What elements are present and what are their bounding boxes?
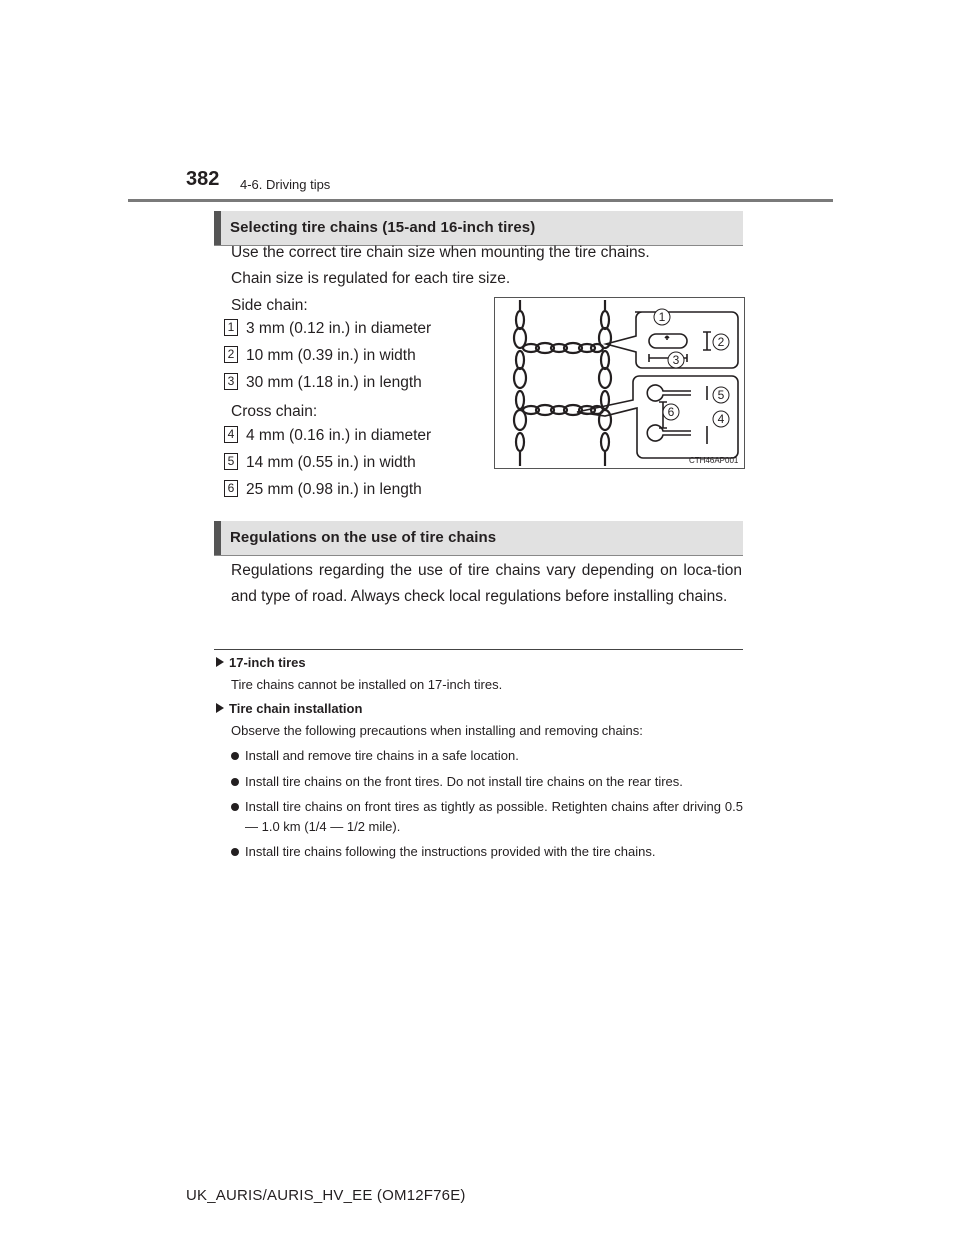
bullet-text: Install tire chains on the front tires. Do not install tire chains on the rear tires. xyxy=(245,774,683,789)
bullet-item xyxy=(231,772,743,792)
spec-item-3 xyxy=(224,374,422,394)
note-heading-text: Tire chain installation xyxy=(229,701,363,716)
section-heading-accent xyxy=(214,521,221,555)
note-text-17-inch: Tire chains cannot be installed on 17-inch tires. xyxy=(231,677,503,692)
tire-chain-illustration xyxy=(494,297,745,469)
bullet-text: Install and remove tire chains in a safe location. xyxy=(245,748,519,763)
spec-text: 25 mm (0.98 in.) in length xyxy=(246,481,422,498)
section-title: 4-6. Driving tips xyxy=(240,177,331,192)
page-number: 382 xyxy=(186,168,220,190)
note-heading-text: 17-inch tires xyxy=(229,655,306,670)
section-heading-label: Selecting tire chains (15-and 16-inch tires) xyxy=(230,219,536,236)
figure-callout-1: 1 xyxy=(658,310,666,324)
bullet-dot-icon xyxy=(231,848,239,856)
bullet-item xyxy=(231,842,743,862)
spec-item-6 xyxy=(224,481,422,501)
figure-callout-4: 4 xyxy=(717,412,725,426)
figure-code: CTH46AP001 xyxy=(689,456,739,465)
callout-number: 6 xyxy=(224,480,238,497)
tire-chain-drawing xyxy=(495,298,744,468)
regulations-paragraph: Regulations regarding the use of tire chains vary depending on loca-tion and type of road. Always check local regulations before installing chains. xyxy=(231,562,742,605)
triangle-bullet-icon xyxy=(216,657,224,667)
spec-text: 30 mm (1.18 in.) in length xyxy=(246,374,422,391)
spec-text: 14 mm (0.55 in.) in width xyxy=(246,454,416,471)
figure-callout-6: 6 xyxy=(667,405,675,419)
spec-item-4 xyxy=(224,427,431,447)
spec-item-5 xyxy=(224,454,416,474)
note-heading-installation xyxy=(216,701,362,716)
callout-number: 1 xyxy=(224,319,238,336)
section-heading-label: Regulations on the use of tire chains xyxy=(230,529,497,546)
bullet-text: Install tire chains on front tires as tightly as possible. Retighten chains after driving 0.5 — 1.0 km (1/4 — 1/2 mile). xyxy=(245,799,743,834)
intro-line-1: Use the correct tire chain size when mounting the tire chains. xyxy=(231,244,650,261)
section-heading-regulations xyxy=(214,521,743,556)
figure-callout-2: 2 xyxy=(717,335,725,349)
figure-callout-3: 3 xyxy=(672,353,680,367)
cross-chain-label: Cross chain: xyxy=(231,403,318,420)
bullet-item xyxy=(231,746,743,766)
note-text-installation: Observe the following precautions when installing and removing chains: xyxy=(231,723,643,738)
bullet-dot-icon xyxy=(231,803,239,811)
intro-line-2: Chain size is regulated for each tire size. xyxy=(231,270,511,287)
callout-number: 3 xyxy=(224,373,238,390)
bullet-dot-icon xyxy=(231,752,239,760)
triangle-bullet-icon xyxy=(216,703,224,713)
bullet-item xyxy=(231,797,743,837)
callout-number: 2 xyxy=(224,346,238,363)
spec-text: 4 mm (0.16 in.) in diameter xyxy=(246,427,432,444)
footer-model-code: UK_AURIS/AURIS_HV_EE (OM12F76E) xyxy=(186,1187,466,1204)
spec-text: 3 mm (0.12 in.) in diameter xyxy=(246,320,432,337)
bullet-text: Install tire chains following the instructions provided with the tire chains. xyxy=(245,844,656,859)
section-heading-accent xyxy=(214,211,221,245)
bullet-dot-icon xyxy=(231,778,239,786)
note-heading-17-inch xyxy=(216,655,306,670)
callout-number: 5 xyxy=(224,453,238,470)
spec-item-1 xyxy=(224,320,431,340)
spec-item-2 xyxy=(224,347,416,367)
callout-number: 4 xyxy=(224,426,238,443)
side-chain-label: Side chain: xyxy=(231,297,308,314)
figure-callout-5: 5 xyxy=(717,388,725,402)
notes-divider xyxy=(214,649,743,650)
spec-text: 10 mm (0.39 in.) in width xyxy=(246,347,416,364)
header-rule xyxy=(128,199,833,202)
